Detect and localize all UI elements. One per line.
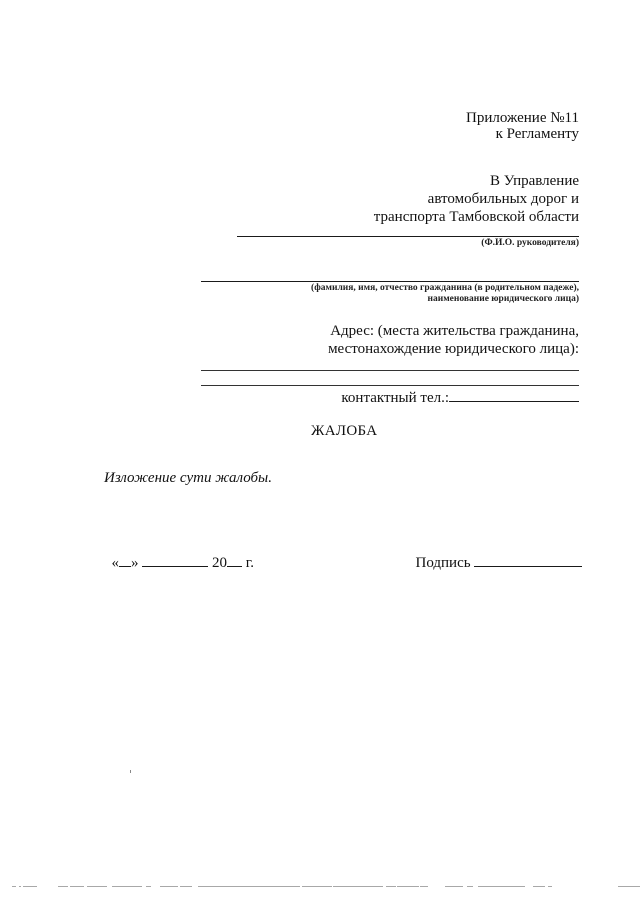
date-open-quote: « — [111, 555, 119, 571]
date-close-quote: » — [131, 555, 139, 571]
address-label-line-1: Адрес: (места жительства гражданина, — [330, 323, 579, 339]
addressee-line-3: транспорта Тамбовской области — [373, 209, 579, 225]
head-name-caption: (Ф.И.О. руководителя) — [481, 238, 579, 248]
address-field-line-2[interactable] — [201, 385, 579, 386]
appendix-header — [466, 110, 579, 142]
contact-phone-field[interactable] — [449, 389, 579, 402]
addressee-block — [374, 172, 579, 226]
appendix-reference: к Регламенту — [495, 126, 579, 142]
applicant-caption-line-1: (фамилия, имя, отчество гражданина (в родительном падеже), — [311, 283, 579, 293]
day-field[interactable] — [119, 554, 131, 567]
address-field-line-1[interactable] — [201, 370, 579, 371]
appendix-number: Приложение №11 — [465, 110, 579, 126]
addressee-line-1: В Управление — [490, 173, 579, 189]
date-row — [104, 537, 254, 572]
contact-phone-row — [341, 389, 579, 407]
contact-phone-label: контактный тел.: — [341, 390, 449, 406]
document-title: ЖАЛОБА — [311, 423, 378, 439]
year-field[interactable] — [227, 554, 242, 567]
address-label — [328, 322, 579, 358]
head-name-field[interactable] — [237, 236, 579, 237]
footer-scan-artifact — [0, 886, 640, 888]
year-prefix: 20 — [212, 555, 227, 571]
applicant-name-field[interactable] — [201, 281, 579, 282]
complaint-summary[interactable]: Изложение сути жалобы. — [104, 470, 272, 486]
signature-label: Подпись — [415, 555, 471, 571]
signature-field[interactable] — [474, 554, 582, 567]
signature-row — [408, 537, 582, 572]
scan-speck — [130, 770, 131, 773]
applicant-caption — [311, 283, 579, 305]
address-label-line-2: местонахождение юридического лица): — [328, 341, 579, 357]
addressee-line-2: автомобильных дорог и — [427, 191, 579, 207]
applicant-caption-line-2: наименование юридического лица) — [427, 294, 579, 304]
year-suffix: г. — [245, 555, 254, 571]
month-field[interactable] — [142, 554, 208, 567]
